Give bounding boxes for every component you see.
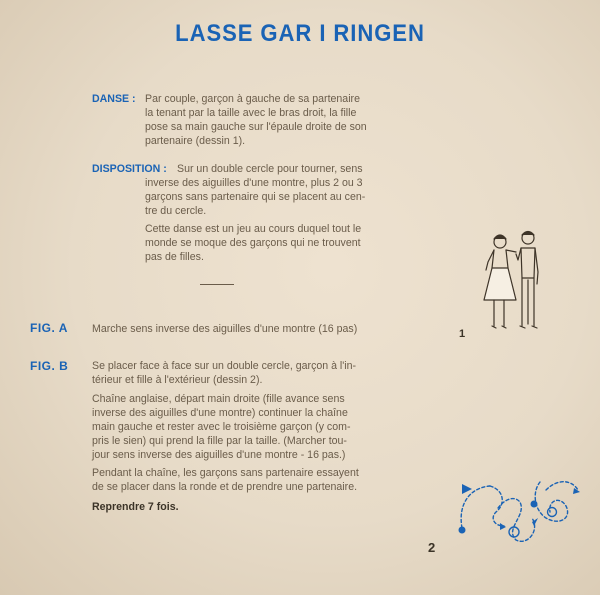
text-line: main gauche et rester avec le troisième garçon (y com- xyxy=(92,421,351,433)
fig-a-text: Marche sens inverse des aiguilles d'une montre (16 pas) xyxy=(92,323,358,335)
danse-label: DANSE : xyxy=(92,93,136,105)
text-line: Par couple, garçon à gauche de sa partenaire xyxy=(145,93,360,105)
text-line: térieur et fille à l'extérieur (dessin 2). xyxy=(92,374,263,386)
text-line: partenaire (dessin 1). xyxy=(145,135,246,147)
text-line: Se placer face à face sur un double cercle, garçon à l'in- xyxy=(92,360,357,372)
page-number: 2 xyxy=(428,540,436,555)
fig-b-para1 xyxy=(92,359,392,387)
danse-text xyxy=(145,92,425,148)
dot-marker xyxy=(459,527,466,534)
disposition-note xyxy=(145,222,427,264)
fig-b-label: FIG. B xyxy=(30,359,69,373)
text-line: inverse des aiguilles d'une montre) continuer la chaîne xyxy=(92,407,348,419)
text-line: jour sens inverse des aiguilles d'une montre - 16 pas.) xyxy=(92,449,346,461)
page-title: LASSE GAR I RINGEN xyxy=(175,20,425,47)
fig-b-para2 xyxy=(92,392,392,462)
text-line: tre du cercle. xyxy=(145,205,207,217)
text-line: Cette danse est un jeu au cours duquel tout le xyxy=(145,223,362,235)
text-line: de se placer dans la ronde et de prendre une partenaire. xyxy=(92,481,358,493)
couple-drawing xyxy=(478,228,550,340)
chain-diagram xyxy=(448,470,588,550)
disposition-label: DISPOSITION : xyxy=(92,163,167,175)
text-line: pris le sien) qui prend la fille par la taille. (Marcher tou- xyxy=(92,435,347,447)
text-line: pose sa main gauche sur l'épaule droite de son xyxy=(145,121,367,133)
arrow-marker xyxy=(462,484,472,494)
text-line: monde se moque des garçons qui ne trouvent xyxy=(145,237,361,249)
text-line: inverse des aiguilles d'une montre, plus 2 ou 3 xyxy=(145,177,363,189)
circle-marker xyxy=(509,527,519,537)
disposition-text xyxy=(145,176,427,218)
fig-b-para3 xyxy=(92,466,392,494)
text-line: garçons sans partenaire qui se placent au cen- xyxy=(145,191,366,203)
repeat-instruction: Reprendre 7 fois. xyxy=(92,501,179,513)
drawing-1-number: 1 xyxy=(459,328,466,340)
text-line: pas de filles. xyxy=(145,251,204,263)
divider-rule xyxy=(200,284,234,285)
disposition-line-0: Sur un double cercle pour tourner, sens xyxy=(177,163,363,175)
text-line: la tenant par la taille avec le bras droit, la fille xyxy=(145,107,357,119)
text-line: Pendant la chaîne, les garçons sans partenaire essayent xyxy=(92,467,359,479)
text-line: Chaîne anglaise, départ main droite (fille avance sens xyxy=(92,393,345,405)
fig-a-label: FIG. A xyxy=(30,321,68,335)
